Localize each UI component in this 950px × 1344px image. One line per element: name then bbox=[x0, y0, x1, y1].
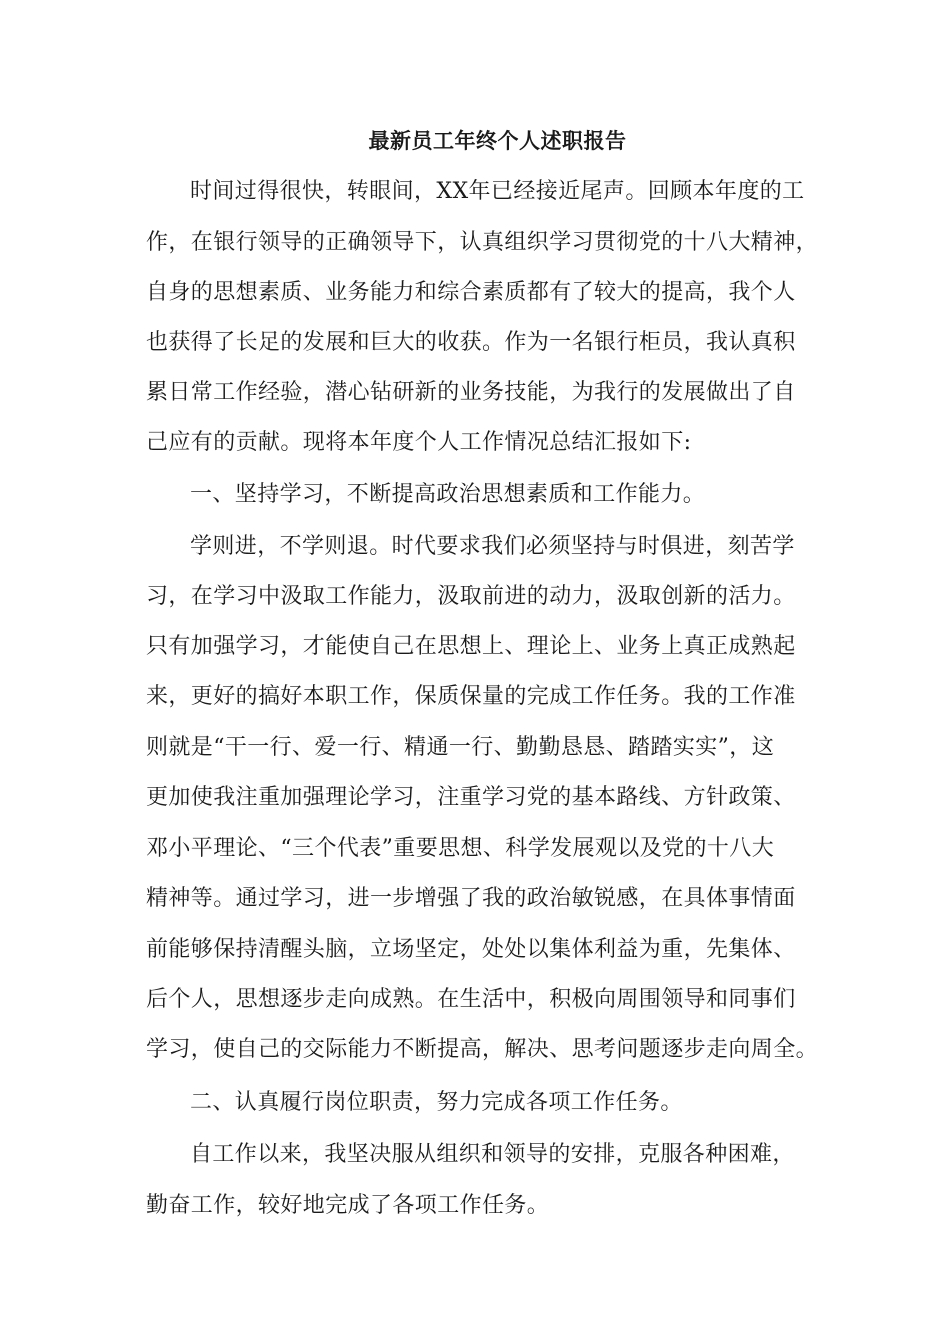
text-line: 前能够保持清醒头脑，立场坚定，处处以集体利益为重，先集体、 bbox=[146, 937, 796, 962]
text-line: 自工作以来，我坚决服从组织和领导的安排，克服各种困难， bbox=[190, 1142, 795, 1167]
text-line: 来，更好的搞好本职工作，保质保量的完成工作任务。我的工作准 bbox=[146, 684, 796, 709]
text-line: 作，在银行领导的正确领导下，认真组织学习贯彻党的十八大精神， bbox=[146, 230, 819, 255]
text-line: 勤奋工作，较好地完成了各项工作任务。 bbox=[146, 1193, 550, 1218]
text-line: 精神等。通过学习，进一步增强了我的政治敏锐感，在具体事情面 bbox=[146, 886, 796, 911]
text-line: 则就是“干一行、爱一行、精通一行、勤勤恳恳、踏踏实实”，这 bbox=[146, 735, 775, 760]
text-line: 学习，使自己的交际能力不断提高，解决、思考问题逐步走向周全。 bbox=[146, 1037, 819, 1062]
text-line: 自身的思想素质、业务能力和综合素质都有了较大的提高，我个人 bbox=[146, 280, 796, 305]
section-heading: 一、坚持学习，不断提高政治思想素质和工作能力。 bbox=[190, 482, 706, 507]
text-line: 后个人，思想逐步走向成熟。在生活中，积极向周围领导和同事们 bbox=[146, 987, 796, 1012]
text-line: 只有加强学习，才能使自己在思想上、理论上、业务上真正成熟起 bbox=[146, 634, 796, 659]
text-line: 更加使我注重加强理论学习，注重学习党的基本路线、方针政策、 bbox=[146, 785, 796, 810]
text-line: 也获得了长足的发展和巨大的收获。作为一名银行柜员，我认真积 bbox=[146, 330, 796, 355]
text-line: 己应有的贡献。现将本年度个人工作情况总结汇报如下: bbox=[146, 430, 692, 455]
text-line: 习，在学习中汲取工作能力，汲取前进的动力，汲取创新的活力。 bbox=[146, 584, 796, 609]
text-line: 邓小平理论、“三个代表”重要思想、科学发展观以及党的十八大 bbox=[146, 836, 775, 861]
section-heading: 二、认真履行岗位职责，努力完成各项工作任务。 bbox=[190, 1090, 683, 1115]
text-line: 时间过得很快，转眼间，XX年已经接近尾声。回顾本年度的工 bbox=[190, 179, 805, 204]
text-line: 学则进，不学则退。时代要求我们必须坚持与时俱进，刻苦学 bbox=[190, 534, 795, 559]
text-line: 累日常工作经验，潜心钻研新的业务技能，为我行的发展做出了自 bbox=[146, 380, 796, 405]
document-title: 最新员工年终个人述职报告 bbox=[368, 128, 627, 153]
